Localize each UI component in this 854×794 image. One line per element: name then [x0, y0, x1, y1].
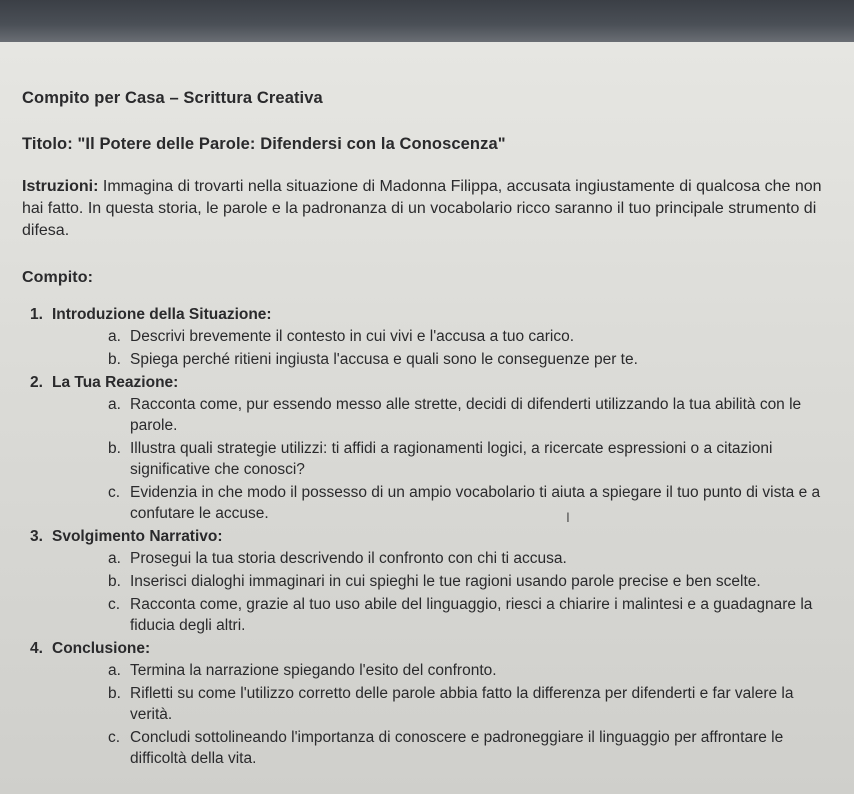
section-introduzione [22, 304, 822, 370]
list-item [108, 394, 822, 436]
section-svolgimento [22, 526, 822, 636]
subitem-list [22, 660, 822, 769]
section-number: 4. [30, 640, 43, 657]
task-heading: Compito: [22, 269, 94, 286]
section-title-text: Svolgimento Narrativo: [52, 528, 223, 545]
subitem-list [22, 548, 822, 636]
item-text: Spiega perché ritieni ingiusta l'accusa e quali sono le conseguenze per te. [130, 351, 638, 368]
section-list [22, 304, 822, 769]
instructions-paragraph [22, 176, 822, 242]
item-letter: b. [108, 440, 121, 457]
item-letter: b. [108, 351, 121, 368]
section-number: 2. [30, 374, 43, 391]
item-text: Descrivi brevemente il contesto in cui vivi e l'accusa a tuo carico. [130, 328, 575, 345]
section-title [22, 638, 822, 660]
item-letter: c. [108, 729, 121, 746]
list-item [108, 349, 822, 370]
subitem-list [22, 394, 822, 524]
section-title [22, 526, 822, 548]
item-letter: c. [108, 484, 121, 501]
text-cursor-icon: I [566, 509, 570, 525]
screen-top-bezel [0, 0, 854, 44]
list-item [108, 571, 822, 592]
item-letter: a. [108, 328, 121, 345]
section-number: 3. [30, 528, 43, 545]
section-conclusione [22, 638, 822, 769]
item-text: Inserisci dialoghi immaginari in cui spieghi le tue ragioni usando parole precise e ben scelte. [130, 573, 761, 590]
item-text: Prosegui la tua storia descrivendo il confronto con chi ti accusa. [130, 550, 567, 567]
item-text: Illustra quali strategie utilizzi: ti affidi a ragionamenti logici, a ricercate espressioni o a citazioni significative che conosci? [130, 440, 773, 478]
item-text: Racconta come, pur essendo messo alle strette, decidi di difenderti utilizzando la tua abilità con le parole. [130, 396, 802, 434]
item-letter: c. [108, 596, 121, 613]
section-title-text: Introduzione della Situazione: [52, 306, 272, 323]
item-letter: b. [108, 573, 121, 590]
section-title-text: Conclusione: [52, 640, 151, 657]
list-item [108, 548, 822, 569]
item-text: Concludi sottolineando l'importanza di conoscere e padroneggiare il linguaggio per affrontare le difficoltà della vita. [130, 729, 784, 767]
list-item [108, 660, 822, 681]
list-item [108, 482, 822, 524]
list-item [108, 683, 822, 725]
section-title [22, 304, 822, 326]
item-text: Evidenzia in che modo il possesso di un ampio vocabolario ti aiuta a spiegare il tuo punto di vista e a confutare le accuse. [130, 484, 821, 522]
instructions-label: Istruzioni: [22, 178, 99, 195]
item-text: Racconta come, grazie al tuo uso abile del linguaggio, riesci a chiarire i malintesi e a guadagnare la fiducia degli altri. [130, 596, 813, 634]
section-number: 1. [30, 306, 43, 323]
item-text: Rifletti su come l'utilizzo corretto delle parole abbia fatto la differenza per difenderti e far valere la verità. [130, 685, 794, 723]
item-text: Termina la narrazione spiegando l'esito del confronto. [130, 662, 497, 679]
section-reazione [22, 372, 822, 524]
list-item [108, 326, 822, 347]
list-item [108, 727, 822, 769]
item-letter: a. [108, 662, 121, 679]
section-title-text: La Tua Reazione: [52, 374, 179, 391]
item-letter: a. [108, 550, 121, 567]
assignment-subtitle: Titolo: "Il Potere delle Parole: Difendersi con la Conoscenza" [22, 135, 506, 153]
item-letter: a. [108, 396, 121, 413]
document-page [0, 42, 854, 794]
task-sections [22, 304, 822, 771]
list-item [108, 438, 822, 480]
list-item [108, 594, 822, 636]
item-letter: b. [108, 685, 121, 702]
subitem-list [22, 326, 822, 370]
section-title [22, 372, 822, 394]
instructions-text: Immagina di trovarti nella situazione di Madonna Filippa, accusata ingiustamente di qualcosa che non hai fatto. In questa storia, le parole e la padronanza di un vocabolario ricco saranno il tuo principale strumento di difesa. [22, 178, 822, 239]
document-title: Compito per Casa – Scrittura Creativa [22, 89, 323, 107]
